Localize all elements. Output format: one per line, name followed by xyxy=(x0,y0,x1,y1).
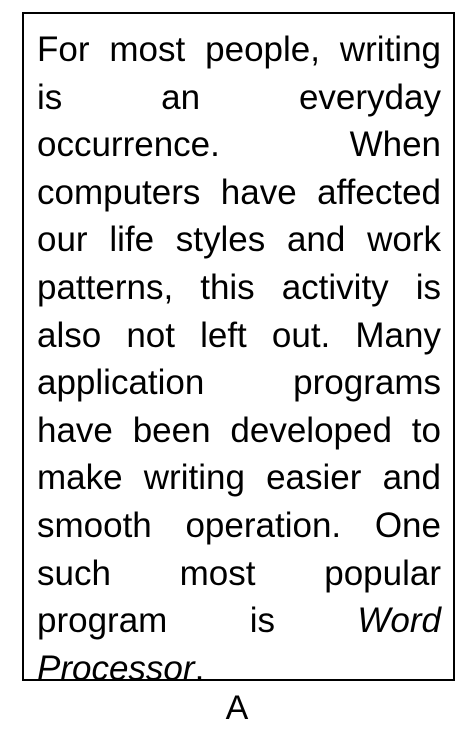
passage-word: smooth xyxy=(37,505,152,545)
passage-word: developed xyxy=(230,410,392,450)
passage-word: occurrence. xyxy=(37,125,220,165)
passage-line xyxy=(37,264,441,312)
passage-word: For xyxy=(37,30,90,69)
passage-word: people, xyxy=(205,30,320,69)
passage-word: patterns, xyxy=(37,267,174,307)
passage-word: this xyxy=(200,267,255,307)
passage-word: not xyxy=(126,315,175,355)
passage-line xyxy=(37,74,441,122)
passage-word: make xyxy=(37,458,123,498)
passage-word: everyday xyxy=(298,77,441,117)
passage-word: left xyxy=(200,315,247,355)
passage-word: work xyxy=(367,220,441,260)
passage-word: easier xyxy=(266,458,362,498)
passage-word: most xyxy=(109,30,186,69)
passage-word: and xyxy=(286,220,346,260)
passage-word: affected xyxy=(317,172,441,212)
passage-word: is xyxy=(37,77,63,117)
passage-word: styles xyxy=(175,220,266,260)
passage-word: . xyxy=(194,648,205,688)
passage-word: activity xyxy=(281,267,389,307)
passage-word: our xyxy=(37,220,88,260)
passage-line xyxy=(37,359,441,407)
passage-word: program xyxy=(37,601,168,641)
passage-word: Processor xyxy=(37,648,195,688)
passage-line xyxy=(37,502,441,550)
passage-word: most xyxy=(179,553,256,593)
figure-caption: A xyxy=(225,689,249,727)
passage-word: have xyxy=(37,410,113,450)
passage-word: Word xyxy=(357,601,441,641)
passage-line xyxy=(37,121,441,169)
passage-word: writing xyxy=(339,30,441,69)
passage-line xyxy=(37,26,441,74)
passage-word: popular xyxy=(324,553,441,593)
passage-word: have xyxy=(220,172,297,212)
passage-word: application xyxy=(37,363,205,403)
passage-word: to xyxy=(411,410,441,450)
passage-word: operation. xyxy=(185,505,342,545)
passage-line xyxy=(37,312,441,360)
passage-word: is xyxy=(249,601,275,641)
passage-line xyxy=(37,407,441,455)
passage-word: an xyxy=(161,77,201,117)
passage-word: programs xyxy=(293,363,441,403)
passage-word: out. xyxy=(271,315,331,355)
passage-word: and xyxy=(382,458,441,498)
passage-word: When xyxy=(349,125,441,165)
passage-word: such xyxy=(37,553,111,593)
passage-line xyxy=(37,169,441,217)
text-box xyxy=(22,12,455,688)
passage-word: computers xyxy=(37,172,201,212)
passage-word: writing xyxy=(143,458,245,498)
passage-line xyxy=(37,216,441,264)
passage-word: life xyxy=(109,220,155,260)
passage-word: been xyxy=(132,410,211,450)
passage-line xyxy=(37,550,441,598)
passage-line xyxy=(37,597,441,645)
passage-line xyxy=(37,454,441,502)
passage-word: is xyxy=(415,267,441,307)
passage-word: Many xyxy=(355,315,441,355)
passage-word: One xyxy=(374,505,441,545)
passage xyxy=(37,26,441,692)
passage-word: also xyxy=(37,315,102,355)
